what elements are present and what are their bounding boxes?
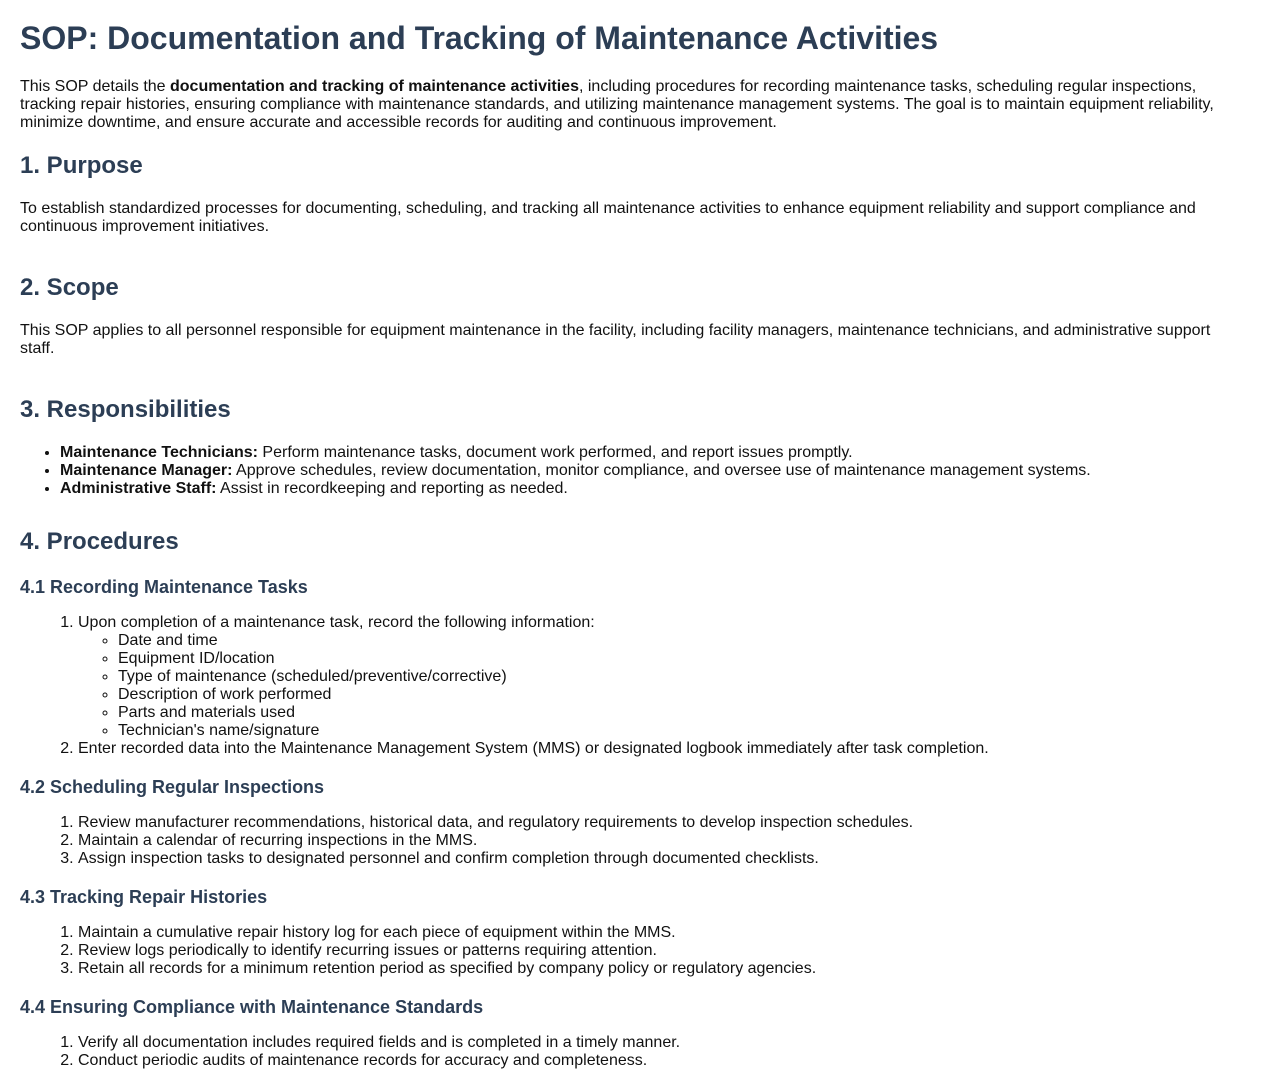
list-item: ◦ Equipment ID/location: [118, 650, 1243, 668]
intro-rest: , including procedures for recording maintenance tasks, scheduling regular inspections, tracking repair histories, ensuring compliance with maintenance standards, and utilizing maintenance management systems. The goal is to maintain equipment reliability, minimize downtime, and ensure accurate and accessible records for auditing and continuous improvement.: [20, 78, 1214, 131]
list-item: ◦ Parts and materials used: [118, 704, 1243, 722]
list-item: 2. Enter recorded data into the Maintenance Management System (MMS) or designated logbook immediately after task completion.: [78, 740, 1243, 758]
responsibilities-heading: 3. Responsibilities: [20, 396, 231, 423]
section-4-3-heading: 4.3 Tracking Repair Histories: [20, 887, 268, 907]
list-item: 2. Conduct periodic audits of maintenance records for accuracy and completeness.: [78, 1052, 1243, 1070]
list-item: 1. Maintain a cumulative repair history log for each piece of equipment within the MMS.: [78, 924, 1243, 942]
scope-heading: 2. Scope: [20, 274, 119, 301]
intro-paragraph: [20, 78, 1243, 132]
section-4-4-steps: [20, 1034, 1243, 1070]
list-item: [60, 462, 1243, 480]
list-item: ◦ Date and time: [118, 632, 1243, 650]
list-item: ◦ Type of maintenance (scheduled/preventive/corrective): [118, 668, 1243, 686]
scope-text: This SOP applies to all personnel responsible for equipment maintenance in the facility, including facility managers, maintenance technicians, and administrative support staff.: [20, 322, 1211, 357]
list-item: 3. Assign inspection tasks to designated personnel and confirm completion through documented checklists.: [78, 850, 1243, 868]
section-4-4-heading: 4.4 Ensuring Compliance with Maintenance Standards: [20, 997, 484, 1017]
role-text: Approve schedules, review documentation, monitor compliance, and oversee use of maintenance management systems.: [232, 462, 1091, 479]
role-label: Maintenance Technicians:: [60, 444, 258, 461]
role-text: Perform maintenance tasks, document work performed, and report issues promptly.: [257, 444, 853, 461]
section-4-3-steps: [20, 924, 1243, 978]
list-item: ◦ Technician's name/signature: [118, 722, 1243, 740]
intro-bold: documentation and tracking of maintenance activities: [170, 78, 579, 95]
list-item: [78, 614, 1243, 740]
list-item: 2. Maintain a calendar of recurring inspections in the MMS.: [78, 832, 1243, 850]
role-label: Administrative Staff:: [60, 480, 217, 497]
list-item: ◦ Description of work performed: [118, 686, 1243, 704]
intro-lead: This SOP details the: [20, 78, 170, 95]
section-4-1-steps: [20, 614, 1243, 758]
list-item: [60, 480, 1243, 498]
section-4-2-heading: 4.2 Scheduling Regular Inspections: [20, 777, 325, 797]
list-item: 3. Retain all records for a minimum retention period as specified by company policy or regulatory agencies.: [78, 960, 1243, 978]
procedures-heading: 4. Procedures: [20, 528, 179, 555]
page-title: SOP: Documentation and Tracking of Maintenance Activities: [20, 20, 939, 56]
section-4-1-heading: 4.1 Recording Maintenance Tasks: [20, 577, 308, 597]
list-item: 1. Review manufacturer recommendations, historical data, and regulatory requirements to develop inspection schedules.: [78, 814, 1243, 832]
responsibilities-list: [20, 444, 1243, 498]
role-text: Assist in recordkeeping and reporting as needed.: [216, 480, 568, 497]
purpose-heading: 1. Purpose: [20, 152, 143, 179]
required-fields-list: [78, 632, 1243, 740]
step-text: Upon completion of a maintenance task, record the following information:: [78, 614, 595, 631]
role-label: Maintenance Manager:: [60, 462, 233, 479]
purpose-text: To establish standardized processes for documenting, scheduling, and tracking all maintenance activities to enhance equipment reliability and support compliance and continuous improvement initiatives.: [20, 200, 1196, 235]
list-item: 1. Verify all documentation includes required fields and is completed in a timely manner.: [78, 1034, 1243, 1052]
list-item: 2. Review logs periodically to identify recurring issues or patterns requiring attention.: [78, 942, 1243, 960]
section-4-2-steps: [20, 814, 1243, 868]
list-item: [60, 444, 1243, 462]
